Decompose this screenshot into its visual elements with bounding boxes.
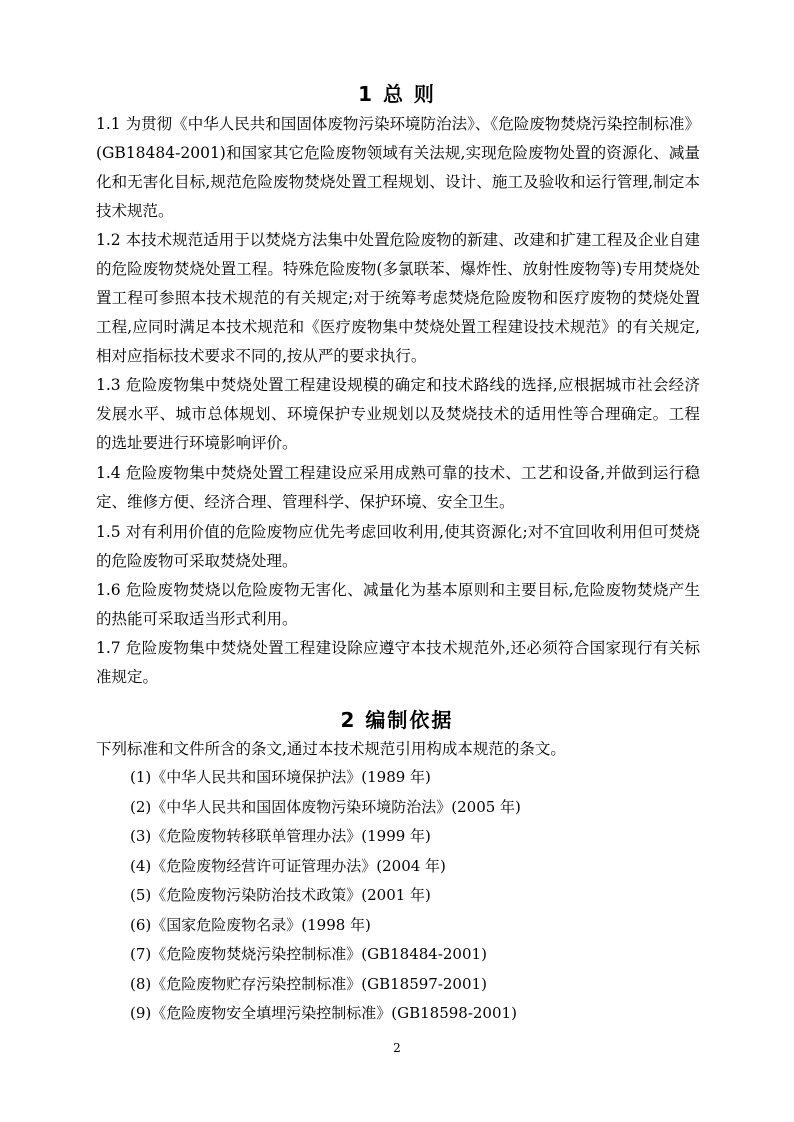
reference-item: (8)《危险废物贮存污染控制标准》(GB18597-2001): [130, 974, 487, 993]
paragraph-1-3: 1.3 危险废物集中焚烧处置工程建设规模的确定和技术路线的选择,应根据城市社会经济发展水平、城市总体规划、环境保护专业规划以及焚烧技术的适用性等合理确定。工程的选址要进行环境影响评价。: [96, 376, 700, 452]
paragraph-1-1: 1.1 为贯彻《中华人民共和国固体废物污染环境防治法》、《危险废物焚烧污染控制标准》(GB18484-2001)和国家其它危险废物领域有关法规,实现危险废物处置的资源化、减量化和无害化目标,规范危险废物焚烧处置工程规划、设计、施工及验收和运行管理,制定本技术规范。: [96, 115, 700, 220]
section-heading-basis: 2 编制依据: [340, 708, 454, 732]
reference-item: (1)《中华人民共和国环境保护法》(1989 年): [130, 768, 431, 786]
paragraph-1-4: 1.4 危险废物集中焚烧处置工程建设应采用成熟可靠的技术、工艺和设备,并做到运行稳定、维修方便、经济合理、管理科学、保护环境、安全卫生。: [96, 464, 700, 511]
reference-item: (7)《危险废物焚烧污染控制标准》(GB18484-2001): [130, 945, 487, 963]
reference-item: (6)《国家危险废物名录》(1998 年): [130, 915, 371, 934]
reference-item: (3)《危险废物转移联单管理办法》(1999 年): [130, 827, 431, 845]
page-number: 2: [393, 1041, 401, 1055]
reference-item: (2)《中华人民共和国固体废物污染环境防治法》(2005 年): [130, 797, 521, 816]
paragraph-1-7: 1.7 危险废物集中焚烧处置工程建设除应遵守本技术规范外,还必须符合国家现行有关标准规定。: [96, 639, 700, 686]
references-intro: 下列标准和文件所含的条文,通过本技术规范引用构成本规范的条文。: [96, 740, 566, 758]
reference-item: (4)《危险废物经营许可证管理办法》(2004 年): [130, 856, 446, 875]
paragraph-1-6: 1.6 危险废物焚烧以危险废物无害化、减量化为基本原则和主要目标,危险废物焚烧产生的热能可采取适当形式利用。: [96, 581, 700, 628]
reference-item: (5)《危险废物污染防治技术政策》(2001 年): [130, 886, 431, 904]
reference-list: [130, 763, 710, 1029]
paragraph-1-2: 1.2 本技术规范适用于以焚烧方法集中处置危险废物的新建、改建和扩建工程及企业自建的危险废物焚烧处置工程。特殊危险废物(多氯联苯、爆炸性、放射性废物等)专用焚烧处置工程可参照本技术规范的有关规定;对于统筹考虑焚烧危险废物和医疗废物的焚烧处置工程,应同时满足本技术规范和《医疗废物集中焚烧处置工程建设技术规范》的有关规定,相对应指标技术要求不同的,按从严的要求执行。: [96, 231, 700, 365]
reference-item: (9)《危险废物安全填埋污染控制标准》(GB18598-2001): [130, 1004, 517, 1022]
section-heading-general: 1 总 则: [358, 82, 436, 106]
paragraph-1-5: 1.5 对有利用价值的危险废物应优先考虑回收利用,使其资源化;对不宜回收利用但可焚烧的危险废物可采取焚烧处理。: [96, 523, 700, 570]
